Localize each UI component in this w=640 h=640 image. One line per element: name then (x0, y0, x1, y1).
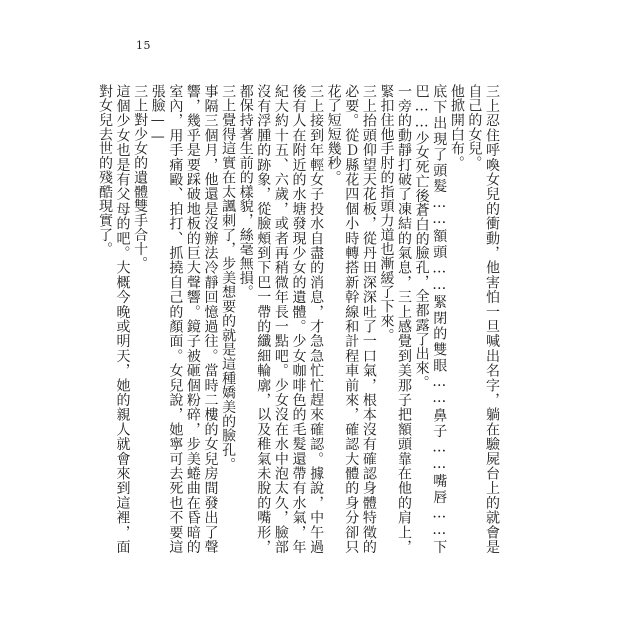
paragraph: 他掀開白布。 (448, 84, 465, 171)
paragraph: 這個少女也是有父母的吧。大概今晚或明天，她的親人就會來到這裡，面對女兒去世的殘酷現實了。 (96, 84, 131, 554)
paragraph: 三上抬頭仰望天花板，從丹田深深吐了一口氣，根本沒有確認身體特徵的必要。從Ｄ縣花四個小時轉搭新幹線和計程車前來，確認大體的身分卻只花了短短幾秒。 (325, 84, 377, 554)
page-number: 15 (136, 39, 151, 52)
body-text (96, 84, 500, 554)
paragraph: 三上對少女的遺體雙手合十。 (132, 84, 149, 271)
paragraph: 三上忍住呼喚女兒的衝動，他害怕一旦喊出名字，躺在驗屍台上的就會是自己的女兒。 (466, 84, 500, 554)
paragraph: 事隔三個月，他還是沒辦法冷靜回憶過往。當時二樓的女兒房間發出了聲響，幾乎是要踩破地板的巨大聲響。鏡子被砸個粉碎，步美蜷曲在昏暗的室內，用手痛毆、拍打、抓撓自己的顏面。女兒說，她寧可去死也不要這張臉—— (149, 84, 219, 554)
paragraph: 一旁的動靜打破了凍結的氣息，三上感覺到美那子把額頭靠在他的肩上，緊扣住他手肘的指頭力道也漸緩了下來。 (378, 84, 413, 554)
paragraph: 底下出現了頭髮……額頭……緊閉的雙眼……鼻子……嘴唇……下巴……少女死亡後蒼白的臉孔，全都露了出來。 (413, 84, 448, 554)
paragraph: 三上覺得這實在太諷刺了，步美想要的就是這種嬌美的臉孔。 (220, 84, 237, 472)
paragraph: 三上接到年輕女子投水自盡的消息，才急急忙忙趕來確認。據說，中午過後有人在附近的水塘發現少女的遺體。少女咖啡色的毛髮還帶有水氣，年紀大約十五、六歲，或者再稍微年長一點吧。少女沒在水中泡太久，臉部沒有浮腫的跡象，從臉頰到下巴一帶的纖細輪廓，以及稚氣未脫的嘴形，都保持著生前的樣貌，絲毫無損。 (237, 84, 325, 554)
